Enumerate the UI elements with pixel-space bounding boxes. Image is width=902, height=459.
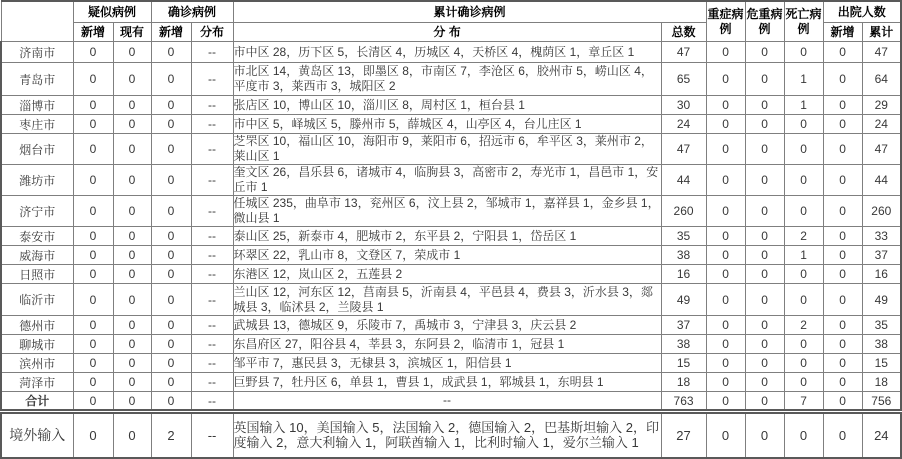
distribution-cell: 武城县 13，德城区 9，乐陵市 7，禹城市 3，宁津县 3，庆云县 2 — [233, 316, 661, 335]
total-cell: 38 — [661, 335, 706, 354]
critical-cell: 0 — [745, 265, 784, 284]
total-cell: 44 — [661, 165, 706, 196]
distribution-cell: 环翠区 22，乳山市 8，文登区 7，荣成市 1 — [233, 246, 661, 265]
discharged-new-cell: 0 — [823, 165, 862, 196]
discharged-cum-cell: 24 — [862, 115, 901, 134]
severe-cell: 0 — [706, 42, 745, 63]
suspected-new-cell: 0 — [73, 246, 113, 265]
confirmed-dist-cell: -- — [191, 354, 233, 373]
distribution-cell: 市北区 14，黄岛区 13，即墨区 8，市南区 7，李沧区 6，胶州市 5，崂山区 4，平度市 3，莱西市 3，城阳区 2 — [233, 63, 661, 96]
severe-cell: 0 — [706, 63, 745, 96]
discharged-cum-cell: 756 — [862, 392, 901, 412]
distribution-cell: 英国输入 10，美国输入 5，法国输入 2，德国输入 2，巴基斯坦输入 2，印度输入 2，意大利输入 1，阿联酋输入 1，比利时输入 1，爱尔兰输入 1 — [233, 412, 661, 458]
discharged-cum-cell: 37 — [862, 246, 901, 265]
suspected-existing-cell: 0 — [113, 373, 151, 392]
confirmed-dist-cell: -- — [191, 134, 233, 165]
header-distribution: 分 布 — [233, 23, 661, 42]
distribution-cell: 市中区 28，历下区 5，长清区 4，历城区 4，天桥区 4，槐荫区 1，章丘区 1 — [233, 42, 661, 63]
discharged-cum-cell: 38 — [862, 335, 901, 354]
header-confirmed-new: 新增 — [151, 23, 191, 42]
discharged-new-cell: 0 — [823, 284, 862, 316]
total-cell: 38 — [661, 246, 706, 265]
discharged-new-cell: 0 — [823, 265, 862, 284]
critical-cell: 0 — [745, 354, 784, 373]
table-row — [1, 392, 901, 412]
city-cell: 威海市 — [1, 246, 73, 265]
discharged-cum-cell: 29 — [862, 96, 901, 115]
table-row — [1, 227, 901, 246]
confirmed-new-cell: 0 — [151, 115, 191, 134]
table-row — [1, 165, 901, 196]
table-row — [1, 42, 901, 63]
suspected-new-cell: 0 — [73, 335, 113, 354]
confirmed-dist-cell: -- — [191, 265, 233, 284]
death-cell: 7 — [784, 392, 823, 412]
suspected-existing-cell: 0 — [113, 316, 151, 335]
death-cell: 1 — [784, 96, 823, 115]
critical-cell: 0 — [745, 335, 784, 354]
total-cell: 37 — [661, 316, 706, 335]
confirmed-new-cell: 2 — [151, 412, 191, 458]
discharged-cum-cell: 15 — [862, 354, 901, 373]
confirmed-dist-cell: -- — [191, 96, 233, 115]
severe-cell: 0 — [706, 134, 745, 165]
confirmed-new-cell: 0 — [151, 392, 191, 412]
suspected-new-cell: 0 — [73, 227, 113, 246]
city-cell: 境外输入 — [1, 412, 73, 458]
discharged-new-cell: 0 — [823, 115, 862, 134]
suspected-new-cell: 0 — [73, 196, 113, 227]
header-discharged-cum: 累计 — [862, 23, 901, 42]
death-cell: 0 — [784, 335, 823, 354]
discharged-cum-cell: 18 — [862, 373, 901, 392]
total-cell: 30 — [661, 96, 706, 115]
distribution-cell: 东昌府区 27，阳谷县 4，莘县 3，东阿县 2，临清市 1，冠县 1 — [233, 335, 661, 354]
suspected-existing-cell: 0 — [113, 134, 151, 165]
discharged-cum-cell: 33 — [862, 227, 901, 246]
discharged-new-cell: 0 — [823, 392, 862, 412]
critical-cell: 0 — [745, 284, 784, 316]
severe-cell: 0 — [706, 227, 745, 246]
death-cell: 0 — [784, 42, 823, 63]
confirmed-dist-cell: -- — [191, 284, 233, 316]
severe-cell: 0 — [706, 373, 745, 392]
header-confirmed-dist: 分布 — [191, 23, 233, 42]
discharged-new-cell: 0 — [823, 354, 862, 373]
confirmed-dist-cell: -- — [191, 412, 233, 458]
death-cell: 2 — [784, 227, 823, 246]
discharged-cum-cell: 16 — [862, 265, 901, 284]
confirmed-new-cell: 0 — [151, 42, 191, 63]
critical-cell: 0 — [745, 96, 784, 115]
city-cell: 枣庄市 — [1, 115, 73, 134]
confirmed-new-cell: 0 — [151, 134, 191, 165]
suspected-existing-cell: 0 — [113, 227, 151, 246]
table-row — [1, 265, 901, 284]
discharged-new-cell: 0 — [823, 227, 862, 246]
critical-cell: 0 — [745, 165, 784, 196]
city-cell: 临沂市 — [1, 284, 73, 316]
critical-cell: 0 — [745, 227, 784, 246]
confirmed-dist-cell: -- — [191, 165, 233, 196]
table-row — [1, 335, 901, 354]
suspected-new-cell: 0 — [73, 134, 113, 165]
discharged-new-cell: 0 — [823, 196, 862, 227]
city-cell: 菏泽市 — [1, 373, 73, 392]
confirmed-new-cell: 0 — [151, 373, 191, 392]
confirmed-new-cell: 0 — [151, 196, 191, 227]
critical-cell: 0 — [745, 196, 784, 227]
severe-cell: 0 — [706, 316, 745, 335]
critical-cell: 0 — [745, 134, 784, 165]
suspected-existing-cell: 0 — [113, 63, 151, 96]
table-row — [1, 412, 901, 458]
suspected-existing-cell: 0 — [113, 284, 151, 316]
severe-cell: 0 — [706, 96, 745, 115]
total-cell: 47 — [661, 42, 706, 63]
discharged-new-cell: 0 — [823, 134, 862, 165]
discharged-cum-cell: 260 — [862, 196, 901, 227]
table-header — [1, 1, 901, 42]
city-cell: 德州市 — [1, 316, 73, 335]
table-row — [1, 96, 901, 115]
header-total: 总数 — [661, 23, 706, 42]
critical-cell: 0 — [745, 115, 784, 134]
table-row — [1, 316, 901, 335]
critical-cell: 0 — [745, 373, 784, 392]
critical-cell: 0 — [745, 392, 784, 412]
confirmed-dist-cell: -- — [191, 42, 233, 63]
death-cell: 0 — [784, 412, 823, 458]
suspected-new-cell: 0 — [73, 265, 113, 284]
death-cell: 0 — [784, 265, 823, 284]
distribution-cell: 市中区 5，峄城区 5，滕州市 5，薛城区 4，山亭区 4，台儿庄区 1 — [233, 115, 661, 134]
header-discharged: 出院人数 — [823, 1, 901, 23]
total-cell: 16 — [661, 265, 706, 284]
suspected-new-cell: 0 — [73, 42, 113, 63]
table-row — [1, 284, 901, 316]
table-row — [1, 373, 901, 392]
header-critical-cases: 危重病例 — [745, 1, 784, 42]
confirmed-dist-cell: -- — [191, 392, 233, 412]
death-cell: 1 — [784, 63, 823, 96]
suspected-new-cell: 0 — [73, 63, 113, 96]
suspected-new-cell: 0 — [73, 412, 113, 458]
confirmed-new-cell: 0 — [151, 335, 191, 354]
table-row — [1, 63, 901, 96]
distribution-cell: 兰山区 12，河东区 12，莒南县 5，沂南县 4，平邑县 4，费县 3，沂水县 3，郯城县 3，临沭县 2，兰陵县 1 — [233, 284, 661, 316]
confirmed-dist-cell: -- — [191, 63, 233, 96]
distribution-cell: 邹平市 7，惠民县 3，无棣县 3，滨城区 1，阳信县 1 — [233, 354, 661, 373]
distribution-cell: -- — [233, 392, 661, 412]
city-cell: 泰安市 — [1, 227, 73, 246]
confirmed-dist-cell: -- — [191, 115, 233, 134]
death-cell: 0 — [784, 373, 823, 392]
confirmed-dist-cell: -- — [191, 373, 233, 392]
suspected-new-cell: 0 — [73, 115, 113, 134]
distribution-cell: 东港区 12，岚山区 2，五莲县 2 — [233, 265, 661, 284]
total-cell: 763 — [661, 392, 706, 412]
total-cell: 47 — [661, 134, 706, 165]
city-cell: 青岛市 — [1, 63, 73, 96]
total-cell: 49 — [661, 284, 706, 316]
confirmed-new-cell: 0 — [151, 165, 191, 196]
table-body — [1, 42, 901, 458]
severe-cell: 0 — [706, 284, 745, 316]
suspected-existing-cell: 0 — [113, 42, 151, 63]
death-cell: 1 — [784, 246, 823, 265]
total-cell: 24 — [661, 115, 706, 134]
suspected-existing-cell: 0 — [113, 392, 151, 412]
city-cell: 烟台市 — [1, 134, 73, 165]
discharged-new-cell: 0 — [823, 246, 862, 265]
city-cell: 济宁市 — [1, 196, 73, 227]
death-cell: 0 — [784, 115, 823, 134]
table-row — [1, 246, 901, 265]
confirmed-dist-cell: -- — [191, 335, 233, 354]
header-suspected-cases: 疑似病例 — [73, 1, 151, 23]
death-cell: 0 — [784, 284, 823, 316]
confirmed-new-cell: 0 — [151, 227, 191, 246]
confirmed-new-cell: 0 — [151, 284, 191, 316]
suspected-existing-cell: 0 — [113, 335, 151, 354]
confirmed-new-cell: 0 — [151, 63, 191, 96]
suspected-existing-cell: 0 — [113, 246, 151, 265]
severe-cell: 0 — [706, 392, 745, 412]
table-row — [1, 196, 901, 227]
discharged-cum-cell: 24 — [862, 412, 901, 458]
confirmed-new-cell: 0 — [151, 246, 191, 265]
distribution-cell: 巨野县 7，牡丹区 6，单县 1，曹县 1，成武县 1，郓城县 1，东明县 1 — [233, 373, 661, 392]
suspected-existing-cell: 0 — [113, 354, 151, 373]
critical-cell: 0 — [745, 42, 784, 63]
confirmed-new-cell: 0 — [151, 316, 191, 335]
confirmed-dist-cell: -- — [191, 196, 233, 227]
critical-cell: 0 — [745, 63, 784, 96]
total-cell: 27 — [661, 412, 706, 458]
suspected-new-cell: 0 — [73, 316, 113, 335]
discharged-new-cell: 0 — [823, 42, 862, 63]
confirmed-dist-cell: -- — [191, 246, 233, 265]
discharged-cum-cell: 44 — [862, 165, 901, 196]
suspected-existing-cell: 0 — [113, 165, 151, 196]
discharged-cum-cell: 47 — [862, 134, 901, 165]
discharged-new-cell: 0 — [823, 412, 862, 458]
discharged-new-cell: 0 — [823, 63, 862, 96]
suspected-new-cell: 0 — [73, 96, 113, 115]
death-cell: 0 — [784, 134, 823, 165]
severe-cell: 0 — [706, 412, 745, 458]
header-discharged-new: 新增 — [823, 23, 862, 42]
suspected-new-cell: 0 — [73, 284, 113, 316]
severe-cell: 0 — [706, 196, 745, 227]
header-cumulative-confirmed: 累计确诊病例 — [233, 1, 706, 23]
discharged-cum-cell: 35 — [862, 316, 901, 335]
confirmed-dist-cell: -- — [191, 227, 233, 246]
suspected-existing-cell: 0 — [113, 265, 151, 284]
total-cell: 65 — [661, 63, 706, 96]
suspected-existing-cell: 0 — [113, 115, 151, 134]
severe-cell: 0 — [706, 354, 745, 373]
header-suspected-new: 新增 — [73, 23, 113, 42]
total-cell: 15 — [661, 354, 706, 373]
city-cell: 合计 — [1, 392, 73, 412]
discharged-cum-cell: 49 — [862, 284, 901, 316]
severe-cell: 0 — [706, 265, 745, 284]
severe-cell: 0 — [706, 165, 745, 196]
header-severe-cases: 重症病例 — [706, 1, 745, 42]
corner-cell — [1, 1, 73, 42]
discharged-cum-cell: 47 — [862, 42, 901, 63]
death-cell: 0 — [784, 165, 823, 196]
total-cell: 18 — [661, 373, 706, 392]
distribution-cell: 张店区 10，博山区 10，淄川区 8，周村区 1，桓台县 1 — [233, 96, 661, 115]
death-cell: 0 — [784, 354, 823, 373]
critical-cell: 0 — [745, 246, 784, 265]
header-death-cases: 死亡病例 — [784, 1, 823, 42]
city-cell: 济南市 — [1, 42, 73, 63]
severe-cell: 0 — [706, 335, 745, 354]
header-suspected-existing: 现有 — [113, 23, 151, 42]
table-row — [1, 115, 901, 134]
table-row — [1, 134, 901, 165]
discharged-new-cell: 0 — [823, 335, 862, 354]
confirmed-new-cell: 0 — [151, 354, 191, 373]
city-cell: 滨州市 — [1, 354, 73, 373]
total-cell: 35 — [661, 227, 706, 246]
discharged-new-cell: 0 — [823, 316, 862, 335]
header-confirmed-cases: 确诊病例 — [151, 1, 233, 23]
discharged-new-cell: 0 — [823, 96, 862, 115]
suspected-existing-cell: 0 — [113, 96, 151, 115]
table-row — [1, 354, 901, 373]
city-cell: 潍坊市 — [1, 165, 73, 196]
discharged-new-cell: 0 — [823, 373, 862, 392]
discharged-cum-cell: 64 — [862, 63, 901, 96]
distribution-cell: 任城区 235，曲阜市 13，兖州区 6，汶上县 2，邹城市 1，嘉祥县 1，金乡县 1，微山县 1 — [233, 196, 660, 225]
confirmed-new-cell: 0 — [151, 96, 191, 115]
distribution-cell: 泰山区 25，新泰市 4，肥城市 2，东平县 2，宁阳县 1，岱岳区 1 — [233, 227, 661, 246]
suspected-existing-cell: 0 — [113, 196, 151, 227]
city-cell: 聊城市 — [1, 335, 73, 354]
severe-cell: 0 — [706, 246, 745, 265]
suspected-new-cell: 0 — [73, 373, 113, 392]
critical-cell: 0 — [745, 316, 784, 335]
distribution-cell: 芝罘区 10，福山区 10，海阳市 9，莱阳市 6，招远市 6，牟平区 3，莱州市 2，莱山区 1 — [233, 134, 661, 165]
confirmed-new-cell: 0 — [151, 265, 191, 284]
city-cell: 淄博市 — [1, 96, 73, 115]
distribution-cell: 奎文区 26，昌乐县 6，诸城市 4，临朐县 3，高密市 2，寿光市 1，昌邑市 1，安丘市 1 — [233, 165, 661, 196]
confirmed-dist-cell: -- — [191, 316, 233, 335]
suspected-new-cell: 0 — [73, 354, 113, 373]
suspected-new-cell: 0 — [73, 165, 113, 196]
total-cell: 260 — [661, 196, 706, 227]
suspected-existing-cell: 0 — [113, 412, 151, 458]
death-cell: 0 — [784, 196, 823, 227]
critical-cell: 0 — [745, 412, 784, 458]
city-cell: 日照市 — [1, 265, 73, 284]
suspected-new-cell: 0 — [73, 392, 113, 412]
severe-cell: 0 — [706, 115, 745, 134]
death-cell: 2 — [784, 316, 823, 335]
